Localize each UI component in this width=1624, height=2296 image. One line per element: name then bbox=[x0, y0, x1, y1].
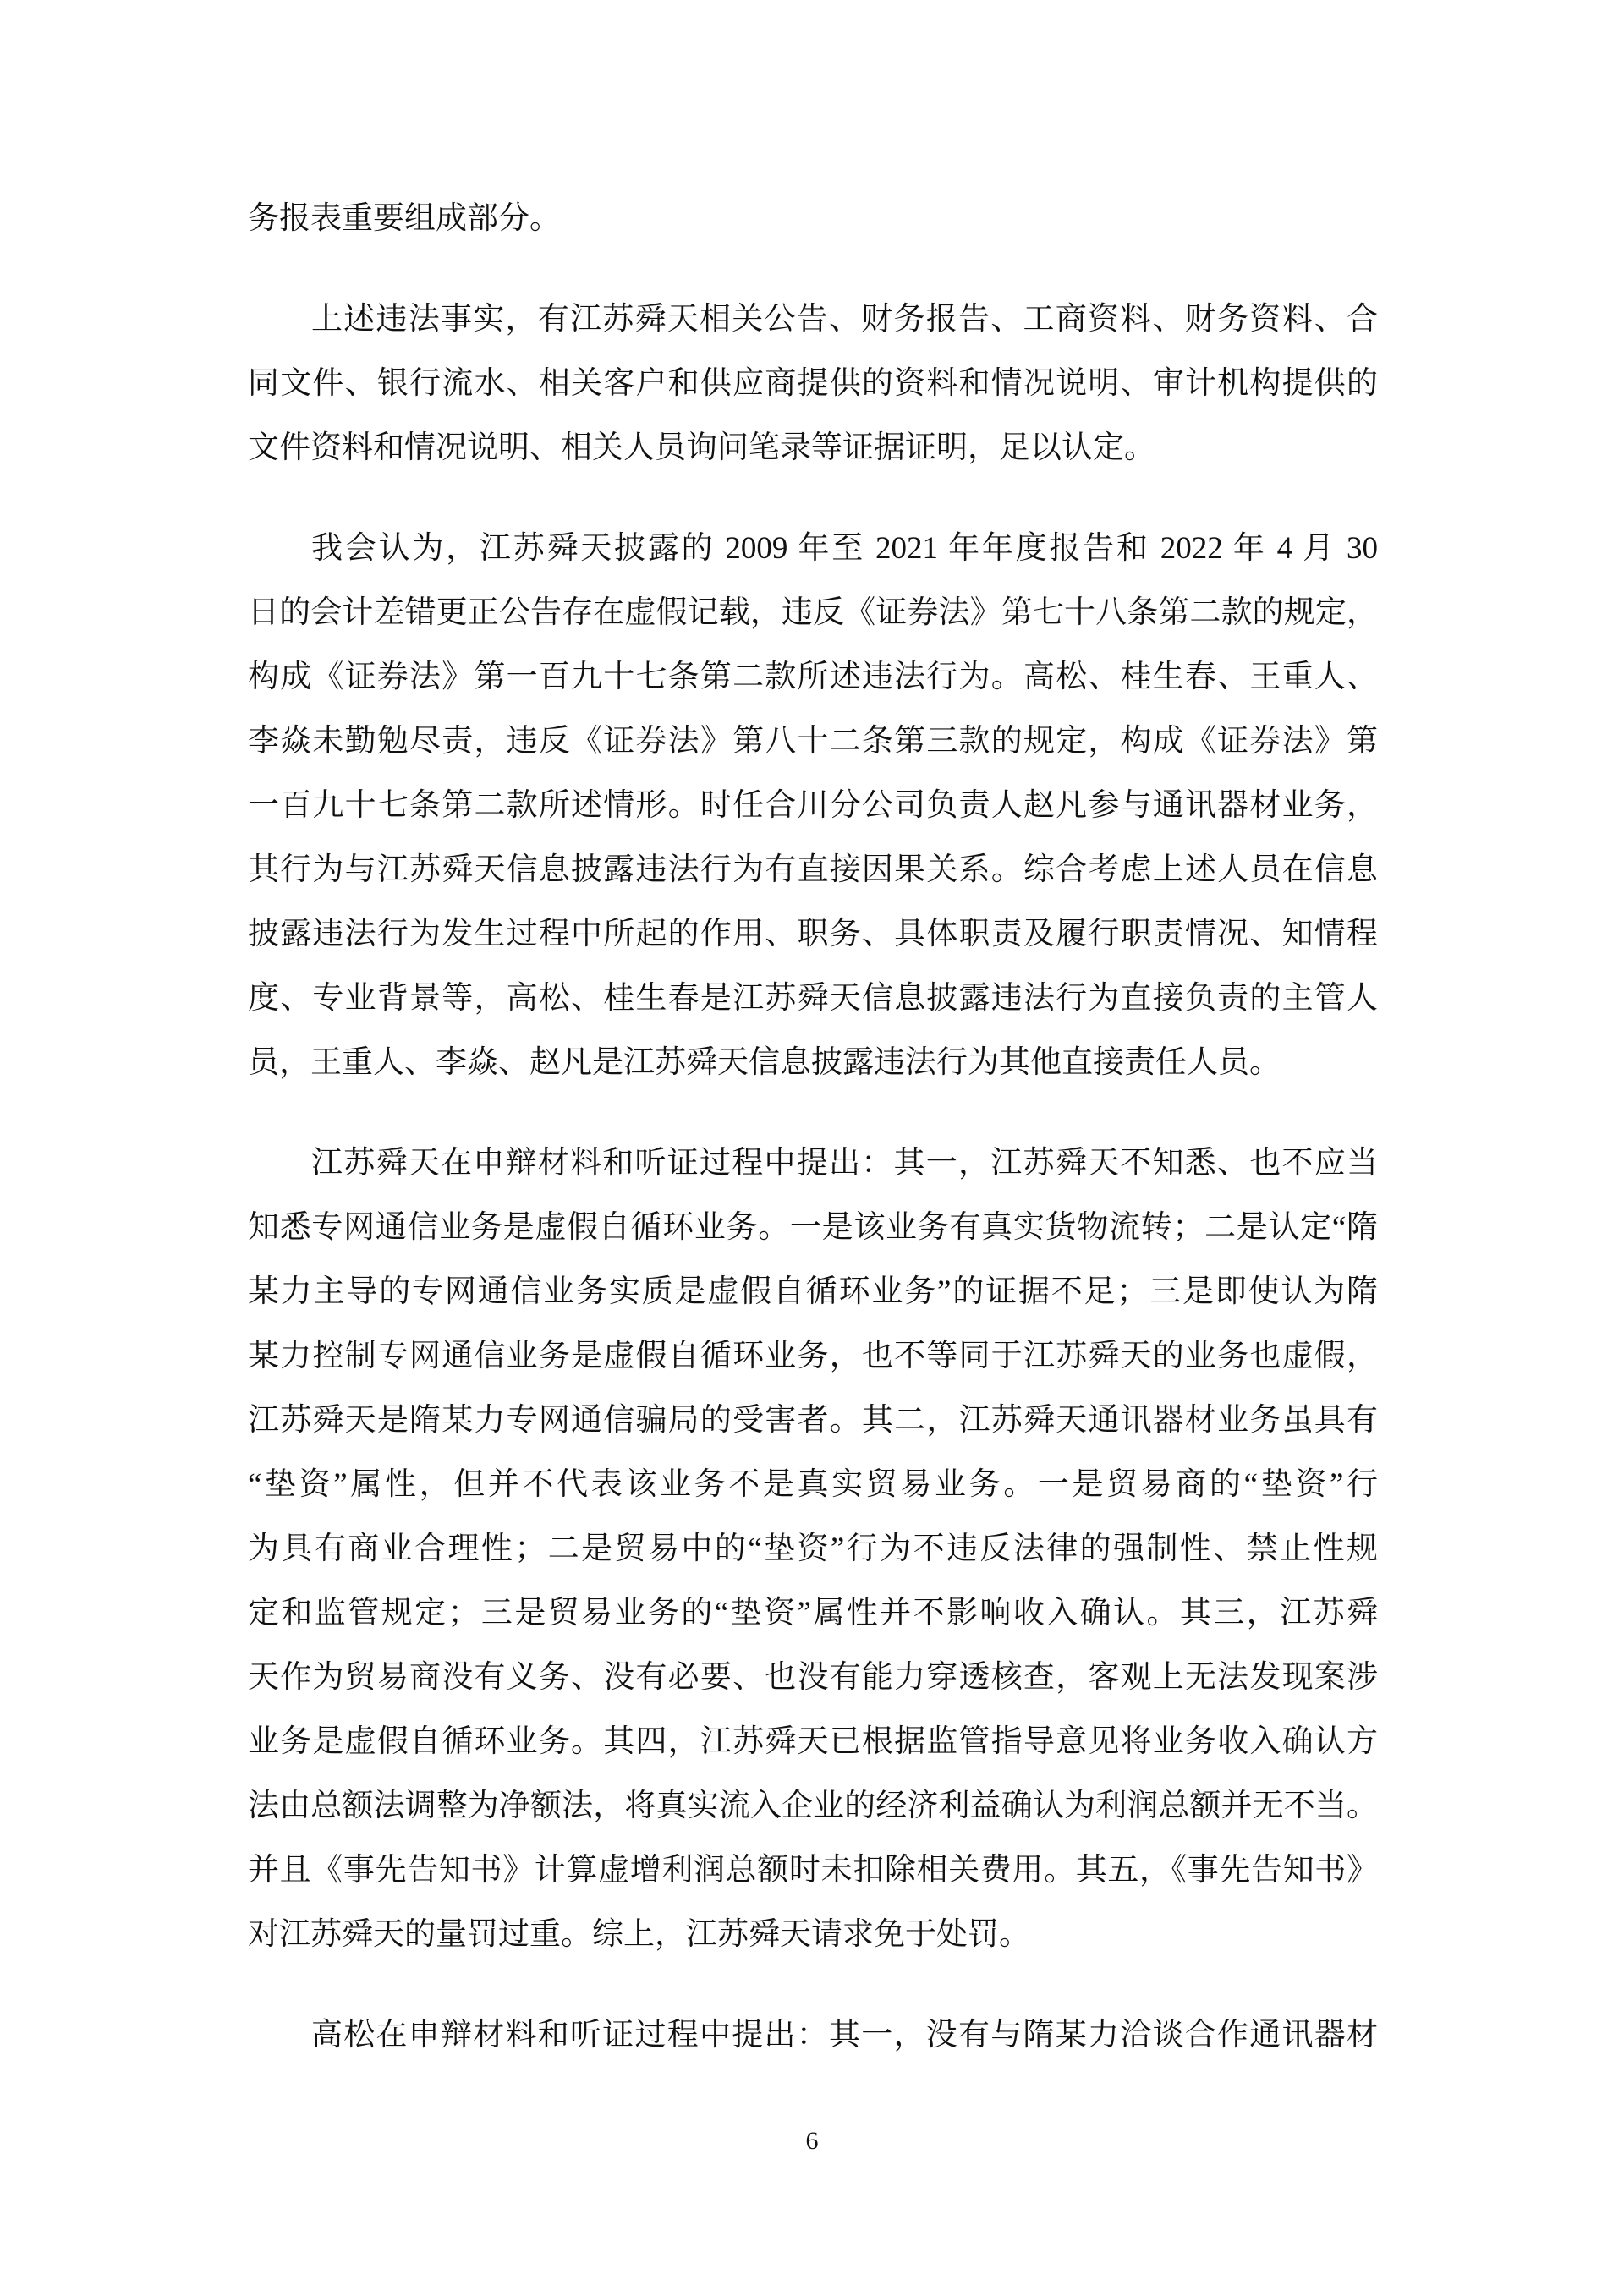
text-line: 一百九十七条第二款所述情形。时任合川分公司负责人赵凡参与通讯器材业务， bbox=[248, 788, 1378, 823]
text-line: 对江苏舜天的量罚过重。综上，江苏舜天请求免于处罚。 bbox=[248, 1917, 1030, 1952]
text-line: 上述违法事实，有江苏舜天相关公告、财务报告、工商资料、财务资料、合 bbox=[311, 302, 1378, 337]
text-line: 务报表重要组成部分。 bbox=[248, 201, 561, 236]
text-line: 我会认为，江苏舜天披露的 2009 年至 2021 年年度报告和 2022 年 4 月 30 bbox=[311, 531, 1378, 566]
text-line: 高松在申辩材料和听证过程中提出：其一，没有与隋某力洽谈合作通讯器材 bbox=[311, 2018, 1378, 2052]
paragraph-commission-finding bbox=[248, 517, 1381, 1095]
paragraph-continuation bbox=[248, 187, 1381, 251]
text-line: 业务是虚假自循环业务。其四，江苏舜天已根据监管指导意见将业务收入确认方 bbox=[248, 1724, 1378, 1759]
paragraph-jiangsu-shuntian-defense bbox=[248, 1132, 1381, 1967]
text-line: 定和监管规定；三是贸易业务的“垫资”属性并不影响收入确认。其三，江苏舜 bbox=[248, 1596, 1378, 1630]
text-line: 披露违法行为发生过程中所起的作用、职务、具体职责及履行职责情况、知情程 bbox=[248, 917, 1378, 951]
text-line: 天作为贸易商没有义务、没有必要、也没有能力穿透核查，客观上无法发现案涉 bbox=[248, 1660, 1378, 1695]
text-line: 李焱未勤勉尽责，违反《证券法》第八十二条第三款的规定，构成《证券法》第 bbox=[248, 724, 1378, 759]
text-line: 文件资料和情况说明、相关人员询问笔录等证据证明，足以认定。 bbox=[248, 430, 1155, 465]
text-line: 其行为与江苏舜天信息披露违法行为有直接因果关系。综合考虑上述人员在信息 bbox=[248, 852, 1378, 887]
text-line: 同文件、银行流水、相关客户和供应商提供的资料和情况说明、审计机构提供的 bbox=[248, 366, 1378, 401]
text-line: 法由总额法调整为净额法，将真实流入企业的经济利益确认为利润总额并无不当。 bbox=[248, 1789, 1378, 1823]
paragraph-evidence bbox=[248, 288, 1381, 480]
text-line: 江苏舜天在申辩材料和听证过程中提出：其一，江苏舜天不知悉、也不应当 bbox=[311, 1146, 1378, 1181]
text-line: 员，王重人、李焱、赵凡是江苏舜天信息披露违法行为其他直接责任人员。 bbox=[248, 1045, 1281, 1080]
text-line: 日的会计差错更正公告存在虚假记载，违反《证券法》第七十八条第二款的规定， bbox=[248, 595, 1378, 630]
paragraph-gao-song-defense bbox=[248, 2003, 1381, 2068]
text-line: 江苏舜天是隋某力专网通信骗局的受害者。其二，江苏舜天通讯器材业务虽具有 bbox=[248, 1403, 1378, 1438]
text-line: 为具有商业合理性；二是贸易中的“垫资”行为不违反法律的强制性、禁止性规 bbox=[248, 1532, 1378, 1566]
text-line: 构成《证券法》第一百九十七条第二款所述违法行为。高松、桂生春、王重人、 bbox=[248, 660, 1378, 694]
text-line: 某力控制专网通信业务是虚假自循环业务，也不等同于江苏舜天的业务也虚假， bbox=[248, 1339, 1378, 1373]
document-body bbox=[248, 187, 1381, 2104]
text-line: “垫资”属性，但并不代表该业务不是真实贸易业务。一是贸易商的“垫资”行 bbox=[248, 1467, 1378, 1502]
text-line: 知悉专网通信业务是虚假自循环业务。一是该业务有真实货物流转；二是认定“隋 bbox=[248, 1210, 1378, 1245]
text-line: 某力主导的专网通信业务实质是虚假自循环业务”的证据不足；三是即使认为隋 bbox=[248, 1274, 1378, 1309]
text-line: 度、专业背景等，高松、桂生春是江苏舜天信息披露违法行为直接负责的主管人 bbox=[248, 981, 1378, 1016]
text-line: 并且《事先告知书》计算虚增利润总额时未扣除相关费用。其五，《事先告知书》 bbox=[248, 1853, 1378, 1888]
page-number: 6 bbox=[805, 2127, 819, 2155]
